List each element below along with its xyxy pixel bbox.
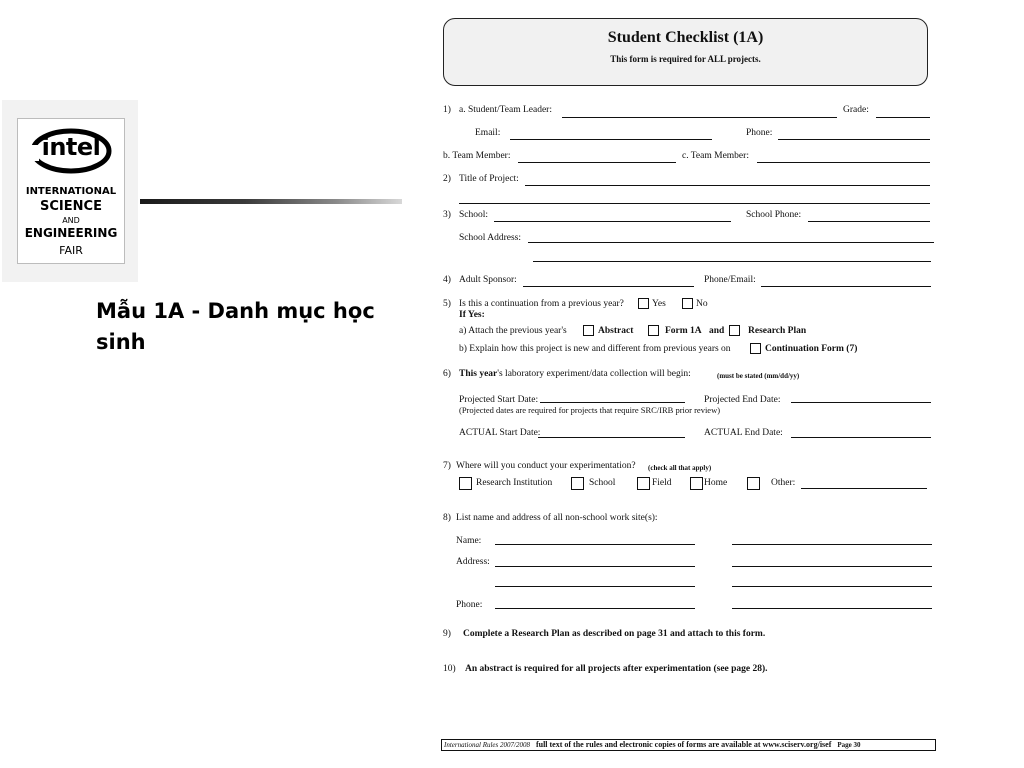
projected-dates-note: (Projected dates are required for projects that require SRC/IRB prior review) — [459, 405, 721, 415]
site-address-field-1b[interactable] — [495, 586, 695, 587]
continuation-no-checkbox[interactable] — [682, 298, 693, 309]
student-leader-field[interactable] — [562, 117, 837, 118]
project-title-label: Title of Project: — [459, 174, 519, 184]
sponsor-phone-email-field[interactable] — [761, 286, 931, 287]
team-member-c-label: c. Team Member: — [682, 151, 749, 161]
q1-number: 1) — [443, 105, 451, 115]
lab-begin-text — [459, 369, 691, 380]
location-question: Where will you conduct your experimentation? — [456, 461, 636, 471]
student-leader-label: a. Student/Team Leader: — [459, 105, 552, 115]
logo-line-engineering: ENGINEERING — [24, 226, 118, 240]
actual-end-label: ACTUAL End Date: — [704, 428, 783, 438]
q4-number: 4) — [443, 275, 451, 285]
logo-line-and: AND — [62, 216, 80, 225]
continuation-yes-checkbox[interactable] — [638, 298, 649, 309]
other-field[interactable] — [801, 488, 927, 489]
phone-field[interactable] — [778, 139, 930, 140]
email-label: Email: — [475, 128, 501, 138]
project-title-field[interactable] — [525, 185, 930, 186]
projected-end-field[interactable] — [791, 402, 931, 403]
school-phone-label: School Phone: — [746, 210, 802, 220]
form-footer — [441, 739, 936, 751]
logo-panel — [2, 100, 138, 282]
school-address-field[interactable] — [528, 242, 934, 243]
continuation-form-label: Continuation Form (7) — [765, 344, 858, 354]
email-field[interactable] — [510, 139, 712, 140]
site-phone-field-1[interactable] — [495, 608, 695, 609]
logo-line-science: SCIENCE — [40, 199, 102, 214]
continuation-no-label: No — [696, 299, 708, 309]
school-address-label: School Address: — [459, 233, 522, 243]
form-title-box — [443, 18, 928, 86]
slide-caption: Mẫu 1A - Danh mục học sinh — [96, 299, 375, 354]
q9-number: 9) — [443, 629, 451, 639]
check-all-note: (check all that apply) — [648, 464, 712, 472]
projected-end-label: Projected End Date: — [704, 395, 781, 405]
date-format-note: (must be stated (mm/dd/yy) — [717, 372, 800, 380]
continuation-form-checkbox[interactable] — [750, 343, 761, 354]
abstract-label: Abstract — [598, 326, 634, 336]
footer-text: full text of the rules and electronic copies of forms are available at www.sciserv.org/isef — [535, 740, 832, 749]
grade-label: Grade: — [843, 105, 869, 115]
site-address-field-2b[interactable] — [732, 586, 932, 587]
form-title: Student Checklist (1A) — [607, 29, 764, 46]
site-name-field-1[interactable] — [495, 544, 695, 545]
adult-sponsor-label: Adult Sponsor: — [459, 275, 517, 285]
research-institution-checkbox[interactable] — [459, 477, 472, 490]
site-address-field-1[interactable] — [495, 566, 695, 567]
actual-start-label: ACTUAL Start Date: — [459, 428, 541, 438]
projected-start-field[interactable] — [540, 402, 685, 403]
school-address-field-2[interactable] — [533, 261, 931, 262]
team-member-c-field[interactable] — [757, 162, 930, 163]
project-title-field-2[interactable] — [459, 203, 930, 204]
logo-line-international: INTERNATIONAL — [25, 186, 117, 197]
form-subtitle: This form is required for ALL projects. — [610, 54, 761, 64]
intel-wordmark: intel — [41, 133, 101, 161]
abstract-checkbox[interactable] — [583, 325, 594, 336]
divider-line — [140, 199, 402, 204]
research-plan-label: Research Plan — [748, 326, 807, 336]
q5-number: 5) — [443, 299, 451, 309]
continuation-question: Is this a continuation from a previous year? — [459, 299, 624, 309]
q7-number: 7) — [443, 461, 451, 471]
school-location-checkbox[interactable] — [571, 477, 584, 490]
logo-line-fair: FAIR — [59, 244, 83, 257]
if-yes-label: If Yes: — [459, 310, 485, 320]
school-phone-field[interactable] — [808, 221, 930, 222]
team-member-b-field[interactable] — [518, 162, 676, 163]
field-label: Field — [652, 478, 672, 488]
form-1a-label: Form 1A — [665, 326, 702, 336]
home-checkbox[interactable] — [690, 477, 703, 490]
other-label: Other: — [771, 478, 796, 488]
isef-logo — [17, 118, 125, 264]
continuation-yes-label: Yes — [652, 299, 666, 309]
q8-number: 8) — [443, 513, 451, 523]
footer-rules: International Rules 2007/2008 — [444, 741, 530, 749]
home-label: Home — [704, 478, 728, 488]
sponsor-phone-email-label: Phone/Email: — [704, 275, 756, 285]
work-sites-question: List name and address of all non-school work site(s): — [456, 513, 658, 523]
q2-number: 2) — [443, 174, 451, 184]
grade-field[interactable] — [876, 117, 930, 118]
lab-begin-rest: 's laboratory experiment/data collection will begin: — [497, 369, 691, 379]
actual-start-field[interactable] — [538, 437, 685, 438]
site-phone-label: Phone: — [456, 600, 483, 610]
attach-previous-text: a) Attach the previous year's — [459, 326, 567, 336]
form-1a-checkbox[interactable] — [648, 325, 659, 336]
q3-number: 3) — [443, 210, 451, 220]
school-field[interactable] — [494, 221, 731, 222]
site-name-field-2[interactable] — [732, 544, 932, 545]
school-label: School: — [459, 210, 489, 220]
adult-sponsor-field[interactable] — [523, 286, 694, 287]
research-plan-checkbox[interactable] — [729, 325, 740, 336]
and-label: and — [709, 326, 725, 336]
footer-page: Page 30 — [837, 741, 861, 749]
team-member-b-label: b. Team Member: — [443, 151, 511, 161]
other-checkbox[interactable] — [747, 477, 760, 490]
research-plan-instruction: Complete a Research Plan as described on page 31 and attach to this form. — [463, 629, 766, 639]
q10-number: 10) — [443, 664, 456, 674]
research-institution-label: Research Institution — [476, 478, 553, 488]
site-address-field-2[interactable] — [732, 566, 932, 567]
q6-number: 6) — [443, 369, 451, 379]
this-year-label: This year — [459, 369, 498, 379]
actual-end-field[interactable] — [791, 437, 931, 438]
site-address-label: Address: — [456, 557, 490, 567]
site-name-label: Name: — [456, 536, 482, 546]
phone-label: Phone: — [746, 128, 773, 138]
school-location-label: School — [589, 478, 616, 488]
explain-new-text: b) Explain how this project is new and different from previous years on — [459, 344, 731, 354]
field-checkbox[interactable] — [637, 477, 650, 490]
projected-start-label: Projected Start Date: — [459, 395, 539, 405]
abstract-instruction: An abstract is required for all projects after experimentation (see page 28). — [465, 664, 768, 674]
site-phone-field-2[interactable] — [732, 608, 932, 609]
